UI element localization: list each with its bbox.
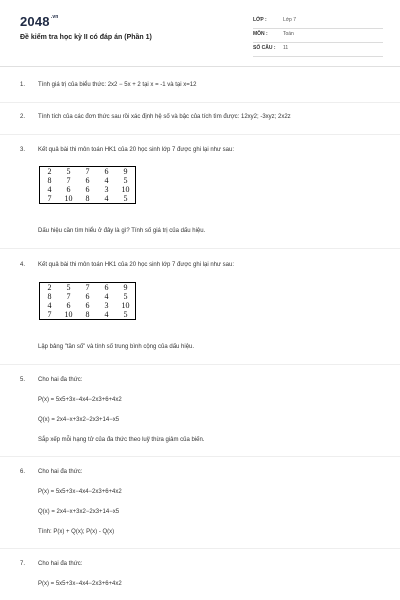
table-cell: 7 (85, 167, 90, 176)
question-text: Tính tích của các đơn thức sau rồi xác định hệ số và bậc của tích tìm được: 12xy2; -3xyz; 2x2z (38, 114, 291, 120)
question-number: 1. (20, 82, 26, 88)
table-cell: 7 (85, 283, 90, 292)
table-row (40, 194, 135, 203)
table-cell: 6 (104, 283, 109, 292)
table-cell: 6 (85, 292, 90, 301)
table-cell: 10 (121, 185, 130, 194)
table-cell: 6 (66, 301, 71, 310)
table-row (40, 185, 135, 194)
question-divider (0, 548, 400, 549)
table-cell: 10 (64, 194, 73, 203)
table-cell: 10 (121, 301, 130, 310)
table-cell: 6 (85, 301, 90, 310)
table-cell: 4 (104, 194, 109, 203)
question-text: Cho hai đa thức: (38, 377, 83, 383)
question-number: 2. (20, 114, 26, 120)
site-logo[interactable]: $2048^{.vn}$ (20, 14, 59, 29)
table-cell: 10 (64, 310, 73, 319)
table-cell: 6 (104, 167, 109, 176)
table-cell: 6 (66, 185, 71, 194)
score-table (39, 282, 136, 320)
table-cell: 3 (104, 185, 109, 194)
meta-subject-value: Toán (283, 31, 294, 37)
table-row (40, 176, 135, 185)
score-table (39, 166, 136, 204)
table-cell: 5 (66, 283, 71, 292)
question-divider (0, 102, 400, 103)
table-cell: 2 (47, 167, 52, 176)
table-row (40, 283, 135, 292)
meta-class-value: Lớp 7 (283, 17, 297, 23)
question-text: Kết quả bài thi môn toán HK1 của 20 học sinh lớp 7 được ghi lại như sau: (38, 262, 235, 268)
table-cell: 4 (47, 185, 52, 194)
table-cell: 3 (104, 301, 109, 310)
meta-subject-label: MÔN : (253, 31, 268, 37)
table-cell: 4 (47, 301, 52, 310)
table-cell: 4 (104, 310, 109, 319)
table-row (40, 292, 135, 301)
table-cell: 6 (85, 176, 90, 185)
table-cell: 5 (123, 176, 128, 185)
table-cell: 4 (104, 176, 109, 185)
meta-subject-row (253, 28, 383, 43)
table-cell: 8 (85, 310, 90, 319)
table-cell: 4 (104, 292, 109, 301)
document-title: Đề kiểm tra học kỳ II có đáp án (Phần 1) (20, 34, 152, 41)
page-header (0, 0, 400, 66)
question-subtext: Lập bảng "tần số" và tính số trung bình cộng của dấu hiệu. (38, 344, 195, 350)
table-cell: 5 (123, 194, 128, 203)
table-cell: 5 (66, 167, 71, 176)
question-subtext: Dấu hiệu cần tìm hiểu ở đây là gì? Tính số giá trị của dấu hiệu. (38, 228, 206, 234)
question-divider (0, 456, 400, 457)
question-text: Cho hai đa thức: (38, 469, 83, 475)
meta-class-row (253, 14, 383, 29)
question-divider (0, 134, 400, 135)
table-cell: 9 (123, 167, 128, 176)
table-cell: 7 (47, 194, 52, 203)
table-cell: 5 (123, 292, 128, 301)
table-cell: 7 (66, 292, 71, 301)
meta-class-label: LỚP : (253, 17, 267, 23)
question-number: 4. (20, 262, 26, 268)
table-cell: 9 (123, 283, 128, 292)
question-divider (0, 248, 400, 249)
table-cell: 8 (85, 194, 90, 203)
header-divider (0, 66, 400, 67)
table-row (40, 310, 135, 319)
meta-count-value: 11 (283, 45, 289, 51)
question-text: Kết quả bài thi môn toán HK1 của 20 học sinh lớp 7 được ghi lại như sau: (38, 147, 235, 153)
question-number: 6. (20, 469, 26, 475)
table-cell: 6 (85, 185, 90, 194)
table-row (40, 301, 135, 310)
question-number: 3. (20, 147, 26, 153)
table-row (40, 167, 135, 176)
table-cell: 8 (47, 176, 52, 185)
table-cell: 8 (47, 292, 52, 301)
question-text: Cho hai đa thức: (38, 561, 83, 567)
table-cell: 5 (123, 310, 128, 319)
question-number: 5. (20, 377, 26, 383)
question-number: 7. (20, 561, 26, 567)
logo-suffix: .vn (50, 14, 59, 20)
meta-count-row (253, 42, 383, 57)
meta-count-label: SỐ CÂU : (253, 45, 276, 51)
worksheet-page: $2048^{.vn}$ Đề kiểm tra học kỳ II có đáp án (Phần 1) LỚP : Lớp 7 MÔN : Toán SỐ CÂU : 11 1. Tính giá trị của biểu thức: 2x2 − 5x + 2 tại x = -1 và tại x=12 2. Tính tích của các đơn thức sau rồi xác định hệ số và bậc của tích tìm được: 12xy2; -3xyz; 2x2z 3. Kết quả bài thi môn toán HK1 của 20 học sinh lớp 7 được ghi lại như sau: 2 5 7 6 9 8 7 6 4 5 4 6 6 3 10 7 10 8 4 5 Dấu hiệu cần tìm hiểu ở đây là gì? Tính số giá trị của dấu hiệu. 4. Kết quả bài thi môn toán HK1 của 20 học sinh lớp 7 được ghi lại như sau: 2 5 7 6 9 8 7 6 4 5 4 6 6 3 10 7 10 8 4 5 Lập bảng "tần số" và tính số trung bình cộng của dấu hiệu. 5. Cho hai đa thức: P(x) = 5x5+3x−4x4−2x3+6+4x2 Q(x) = 2x4−x+3x2−2x3+14−x5 Sắp xếp mỗi hạng tử của đa thức theo luỹ thừa giảm của biến. 6. Cho hai đa thức: P(x) = 5x5+3x−4x4−2x3+6+4x2 Q(x) = 2x4−x+3x2−2x3+14−x5 Tính: P(x) + Q(x); P(x) - Q(x) 7. Cho hai đa thức: P(x) = 5x5+3x−4x4−2x3+6+4x2 (0, 0, 400, 600)
table-cell: 7 (47, 310, 52, 319)
question-divider (0, 364, 400, 365)
table-cell: 2 (47, 283, 52, 292)
table-cell: 7 (66, 176, 71, 185)
question-text: Tính giá trị của biểu thức: 2x2 − 5x + 2 tại x = -1 và tại x=12 (38, 82, 197, 88)
